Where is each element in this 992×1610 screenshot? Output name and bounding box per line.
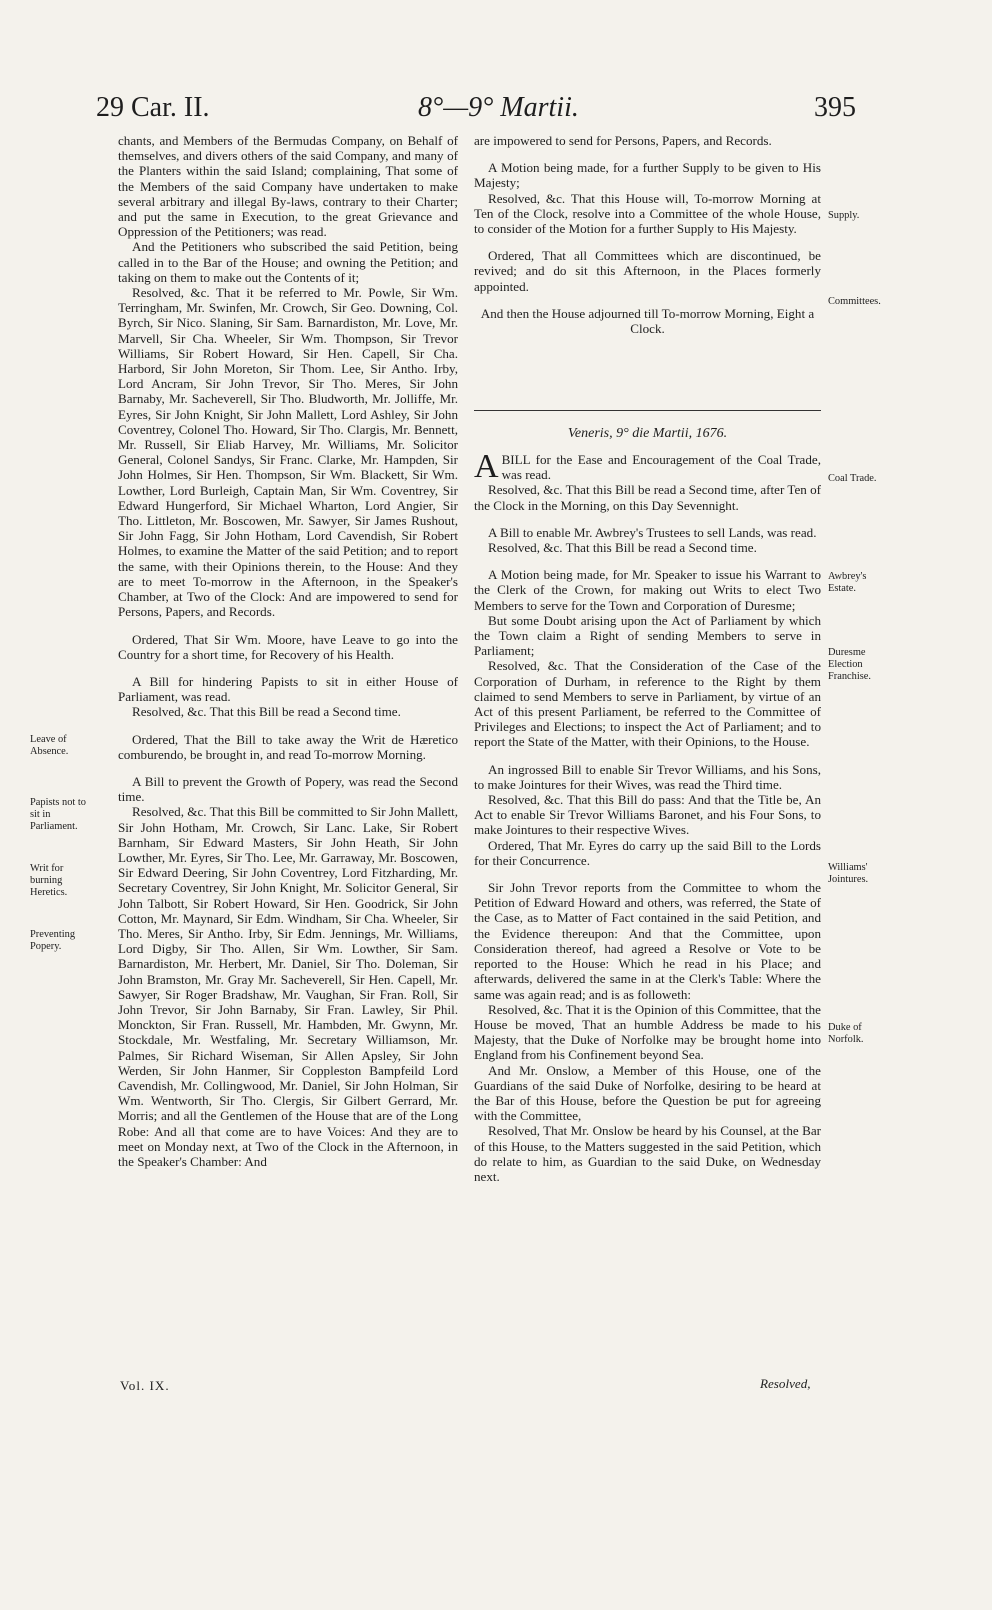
paragraph: Ordered, That Sir Wm. Moore, have Leave to go into the Country for a short time, for Recovery of his Health. [118,631,458,662]
paragraph: Ordered, That Mr. Eyres do carry up the said Bill to the Lords for their Concurrence. [474,837,821,868]
paragraph: A Motion being made, for a further Supply to be given to His Majesty; [474,160,821,191]
margin-note: Papists not to sit in Parliament. [30,797,87,832]
paragraph: Ordered, That all Committees which are discontinued, be revived; and do sit this Afternoon, in the Places formerly appointed. [474,248,821,294]
paragraph: Resolved, &c. That this Bill be read a Second time. [488,540,757,556]
margin-note: Supply. [828,210,860,221]
paragraph: chants, and Members of the Bermudas Company, on Behalf of themselves, and divers others of the said Company, and many of the Planters within the said Island; complaining, That some of the Members of the said Company have undertaken to make several arbitrary and illegal By-laws, contrary to their Charter; and put the same in Execution, to the great Grievance and Oppression of the Petitioners; was read. [118,133,458,240]
paragraph: Resolved, That Mr. Onslow be heard by his Counsel, at the Bar of this House, to the Matters suggested in the said Petition, which do relate to him, as Guardian to the said Duke, on Wednesday next. [474,1123,821,1184]
paragraph: Resolved, &c. That it is the Opinion of this Committee, that the House be moved, That an humble Address be made to his Majesty, that the Duke of Norfolke may be brought home into England from his Confinement beyond Sea. [474,1001,821,1063]
margin-note: Writ for burning Heretics. [30,863,68,898]
paragraph: Resolved, &c. That the Consideration of the Case of the Corporation of Durham, in reference to the Right by them claimed to send Members to serve in Parliament, by virtue of an Act of this present Parliament, be referred to the Committee of Privileges and Elections; to inspect the Act of Parliament; and to report the State of the Matter, with their Opinions, to the House. [474,658,821,750]
margin-note: Leave of Absence. [30,734,69,757]
page-number: 395 [814,92,856,123]
margin-note: Coal Trade. [828,473,877,484]
catchword: Resolved, [760,1376,811,1391]
paragraph-text: BILL for the Ease and Encouragement of the Coal Trade, was read. [501,452,821,483]
margin-note: Committees. [828,296,881,307]
margin-note: Awbrey's Estate. [828,571,867,594]
paragraph: But some Doubt arising upon the Act of Parliament by which the Town claim a Right of sending Members to serve in Parliament; [474,612,821,659]
margin-note: Duresme Election Franchise. [828,647,871,682]
date-heading: Veneris, 9° die Martii, 1676. [567,426,728,441]
paragraph: A Bill for hindering Papists to sit in either House of Parliament, was read. [118,673,458,705]
paragraph: Ordered, That the Bill to take away the Writ de Hæretico comburendo, be brought in, and read To-morrow Morning. [118,731,458,762]
paragraph [474,448,821,485]
paragraph: And the Petitioners who subscribed the said Petition, being called in to the Bar of the House; and owning the Petition; and taking on them to make out the Contents of it; [118,239,458,285]
paragraph: A Motion being made, for Mr. Speaker to issue his Warrant to the Clerk of the Crown, for making out Writs to elect Two Members to serve for the Town and Corporation of Duresme; [474,567,821,613]
page-header [96,92,856,128]
margin-note: Duke of Norfolk. [828,1022,864,1045]
paragraph: Resolved, &c. That this House will, To-morrow Morning at Ten of the Clock, resolve into a Committee of the whole House, to consider of the Motion for a further Supply to His Majesty. [474,190,821,237]
right-column-top [474,133,821,336]
paragraph: Resolved, &c. That this Bill be read a Second time. [132,704,401,720]
regnal-year: 29 Car. II. [96,92,210,123]
paragraph: An ingrossed Bill to enable Sir Trevor Williams, and his Sons, to make Jointures for their Wives, was read the Third time. [474,761,821,792]
paragraph: Resolved, &c. That it be referred to Mr. Powle, Sir Wm. Terringham, Mr. Swinfen, Mr. Crowch, Sir Geo. Downing, Col. Byrch, Sir Nico. Slaning, Sir Sam. Barnardiston, Mr. Love, Mr. Marvell, Sir Cha. Wheeler, Sir Wm. Thompson, Sir Trevor Williams, Sir Robert Howard, Sir Hen. Capell, Sir Cha. Harbord, Sir John Moreton, Sir Thom. Lee, Sir Antho. Irby, Lord Ancram, Sir John Trevor, Sir Tho. Meres, Sir John Barnaby, Mr. Sacheverell, Sir Tho. Bludworth, Mr. Jolliffe, Mr. Eyres, Sir John Knight, Sir John Mallett, Lord Ashley, Sir John Coventrey, Colonel Tho. Howard, Sir Tho. Clargis, Mr. Bennett, Mr. Russell, Sir Eliab Harvey, Mr. Williams, Mr. Solicitor General, Colonel Sandys, Sir Franc. Clarke, Mr. Hampden, Sir John Holmes, Sir Hen. Thompson, Sir Wm. Blackett, Sir Wm. Lowther, Lord Burleigh, Captain Man, Sir Wm. Coventrey, Sir Edward Hungerford, Sir Michael Wharton, Lord Angier, Sir Tho. Littleton, Mr. Boscowen, Mr. Sawyer, Sir James Rushout, Sir John Fagg, Sir John Hotham, Lord Cavendish, Sir Robert Holmes, to examine the Matter of the said Petition; and to report the same, with their Opinions therein, to the House: And they are to meet To-morrow in the Afternoon, in the Speaker's Chamber, at Two of the Clock: And are impowered to send for Persons, Papers, and Records. [118,285,458,620]
left-column [118,133,458,1169]
paragraph: A Bill to enable Mr. Awbrey's Trustees to sell Lands, was read. [488,524,817,540]
paragraph: Resolved, &c. That this Bill be committed to Sir John Mallett, Sir John Hotham, Mr. Crowch, Sir Lanc. Lake, Sir Robert Barnham, Sir Edward Masters, Sir John Heath, Sir John Lowther, Mr. Eyres, Sir Tho. Lee, Mr. Garraway, Mr. Boscowen, Sir Edward Deering, Sir John Coventrey, Lord Fitzharding, Mr. Secretary Coventrey, Sir John Knight, Mr. Solicitor General, Sir John Talbott, Sir Robert Howard, Sir Hen. Goodrick, Sir John Cotton, Mr. Maynard, Sir Edm. Windham, Sir Cha. Wheeler, Sir Tho. Meres, Sir Antho. Irby, Sir Edm. Jennings, Mr. Williams, Lord Digby, Sir Tho. Allen, Sir Wm. Lowther, Sir Sam. Barnardiston, Mr. Herbert, Mr. Daniel, Sir Tho. Doleman, Sir John Bramston, Mr. Gray Mr. Sacheverell, Sir Hen. Capell, Mr. Sawyer, Sir Roger Bradshaw, Mr. Vaughan, Sir Fran. Roll, Sir John Trevor, Sir John Barnaby, Sir Fran. Lawley, Sir Phil. Monckton, Sir Fran. Russell, Mr. Hambden, Mr. Gwynn, Mr. Stockdale, Mr. Westfaling, Mr. Secretary Williamson, Mr. Palmes, Sir Richard Wiseman, Sir Allen Apsley, Sir John Werden, Sir John Hanmer, Sir Coppleston Bampfeild Lord Cavendish, Mr. Collingwood, Mr. Daniel, Sir John Holman, Sir Wm. Wentworth, Sir Tho. Clergis, Sir Gilbert Gerrard, Mr. Morris; and all the Gentlemen of the House that are of the Long Robe: And all that come are to have Voices: And they are to meet on Monday next, at Two of the Clock in the Afternoon, in the Speaker's Chamber: And [118,804,458,1169]
paragraph: Resolved, &c. That this Bill do pass: And that the Title be, An Act to enable Sir Trevor Williams Baronet, and his Four Sons, to make Jointures to their respective Wives. [474,792,821,838]
right-column-bottom [474,448,821,1184]
adjournment: And then the House adjourned till To-morrow Morning, Eight a Clock. [480,305,815,337]
margin-note: Williams' Jointures. [828,862,869,885]
drop-cap: A [474,448,499,485]
date-range: 8°—9° Martii. [418,92,579,123]
paragraph: Resolved, &c. That this Bill be read a Second time, after Ten of the Clock in the Morning, on this Day Sevennight. [474,482,821,513]
margin-note: Preventing Popery. [30,929,76,952]
paragraph: A Bill to prevent the Growth of Popery, was read the Second time. [118,773,458,805]
paragraph: And Mr. Onslow, a Member of this House, one of the Guardians of the said Duke of Norfolke, desiring to be heard at the Bar of this House, before the Question be put for agreeing with the Committee, [474,1062,821,1124]
section-divider [474,410,821,411]
volume-mark: Vol. IX. [120,1378,170,1393]
paragraph: are impowered to send for Persons, Papers, and Records. [474,133,772,148]
paragraph: Sir John Trevor reports from the Committee to whom the Petition of Edward Howard and others, was referred, the State of the Case, as to Matter of Fact contained in the said Petition, and the Evidence thereupon: And that the Committee, upon Consideration thereof, had agreed a Resolve or Vote to be reported to the House: Which he read in his Place; and afterwards, delivered the same in at the Clerk's Table: Where the same was again read; and is as followeth: [474,880,821,1002]
